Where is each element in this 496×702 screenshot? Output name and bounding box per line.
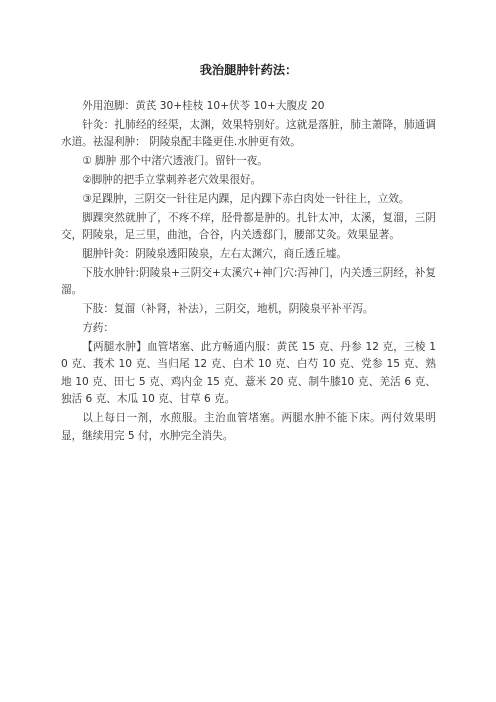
paragraph-lower-limb: 下肢：复溜（补肾，补法），三阴交，地机，阴陵泉平补平泻。 [82, 303, 374, 316]
paragraph-yanglao: ②脚肿的把手立掌刺养老穴效果很好。 [82, 173, 262, 186]
paragraph-sudden-swelling: 脚踝突然就肿了，不疼不痒，胫骨都是肿的。扎针太冲，太溪，复溜，三阴交，阴陵泉，足三里，曲池，合谷，内关透郄门，腰部艾灸。效果显著。 [61, 211, 436, 242]
paragraph-prescription: 【两腿水肿】血管堵塞、此方畅通内服：黄芪 15 克、丹参 12 克，三棱 10 克、莪术 10 克、当归尾 12 克、白术 10 克、白芍 10 克、党参 15 克、熟地 10 克、田七 5 克、鸡内金 15 克、薏米 20 克、制牛膝10 克、羌活 6 克、独活 6 克、木瓜 10 克、甘草 6 克。 [61, 340, 436, 406]
paragraph-prescription-heading: 方药： [82, 321, 114, 334]
paragraph-lower-limb-edema: 下肢水肿针:阴陵泉+三阴交+太溪穴+神门穴:泻神门，内关透三阴经，补复溜。 [61, 266, 436, 297]
document-title: 我治腿肿针药法： [199, 63, 298, 77]
paragraph-dosage: 以上每日一剂，水煎服。主治血管堵塞。两腿水肿不能下床。两付效果明显，继续用完 5 付，水肿完全消失。 [61, 412, 436, 442]
paragraph-foot-soak: 外用泡脚：黄芪 30+桂枝 10+伏苓 10+大腹皮 20 [82, 100, 325, 112]
paragraph-lung-meridian: 针灸：扎肺经的经渠，太渊，效果特别好。这就是落脏，肺主萧降，肺通调水道。祛湿利肿： 阴陵泉配丰隆更佳.水肿更有效。 [61, 118, 436, 149]
paragraph-ankle-swelling: ③足踝肿，三阴交一针往足内踝，足内踝下赤白肉处一针往上，立效。 [82, 192, 410, 205]
paragraph-zhongzhu: ① 脚肿 那个中渚穴透液门。留针一夜。 [82, 155, 268, 168]
paragraph-leg-acupuncture: 腿肿针灸：阴陵泉透阳陵泉，左右太渊穴，商丘透丘墟。 [82, 247, 348, 260]
